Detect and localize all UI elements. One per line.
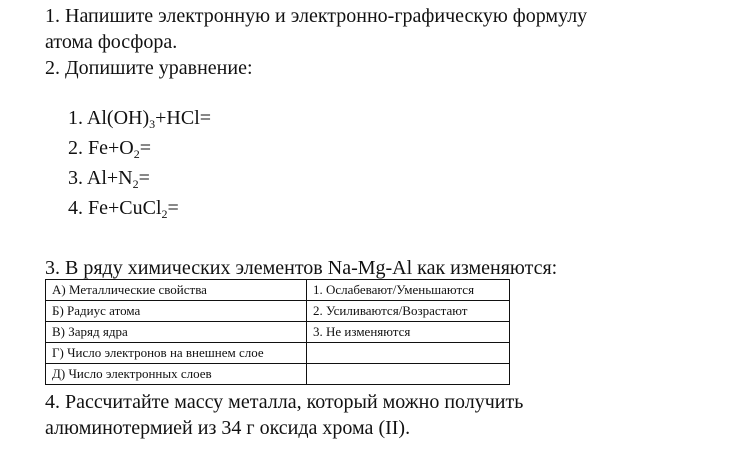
table-row [46,343,510,364]
task3-heading: 3. В ряду химических элементов Na-Mg-Al как изменяются: [45,257,558,279]
equation-3: 3. $Al+N_2=$ [68,167,150,191]
equation-2: 2. $Fe+O_2=$ [68,137,152,161]
table-cell-change [307,343,510,364]
table-cell-property: В) Заряд ядра [46,322,307,343]
table-cell-property: Г) Число электронов на внешнем слое [46,343,307,364]
properties-table [45,279,510,385]
table-row [46,322,510,343]
table-row [46,364,510,385]
equation-4: 4. Fe+CuCl$_2$= [68,197,179,221]
table-cell-property: Б) Радиус атома [46,301,307,322]
table-cell-change [307,364,510,385]
table-cell-property: А) Металлические свойства [46,280,307,301]
table-cell-change: 3. Не изменяются [307,322,510,343]
table-cell-change: 2. Усиливаются/Возрастают [307,301,510,322]
task4-line1: 4. Рассчитайте массу металла, который можно получить [45,391,524,413]
task4-line2: алюминотермией из 34 г оксида хрома (II). [45,417,411,439]
table-row [46,280,510,301]
table-row [46,301,510,322]
task1-line2: атома фосфора. [45,31,178,53]
equation-1: 1. $Al(OH)_3+HCl=$ [68,107,212,131]
table-cell-property: Д) Число электронных слоев [46,364,307,385]
table-cell-change: 1. Ослабевают/Уменьшаются [307,280,510,301]
task2-heading: 2. Допишите уравнение: [45,57,253,79]
task1-line1: 1. Напишите электронную и электронно-графическую формулу [45,5,588,27]
